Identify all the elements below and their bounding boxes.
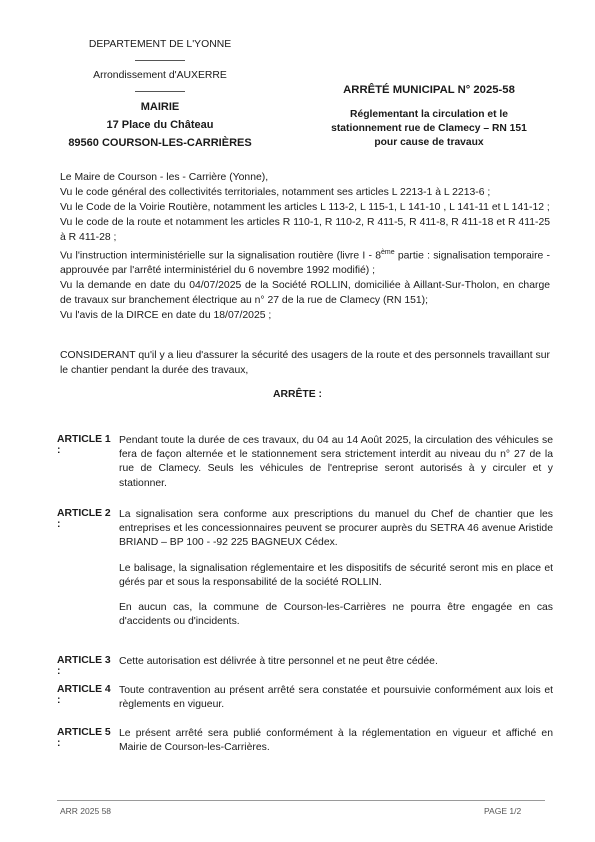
article-paragraph: La signalisation sera conforme aux prescriptions du manuel du Chef de chantier que les entreprises et les concessionnaires peuvent se procurer auprès du SETRA 46 avenue Aristide BRIAND – BP 100 - -92 225 BAGNEUX Cédex. [119,509,553,549]
considerant: CONSIDERANT qu'il y a lieu d'assurer la sécurité des usagers de la route et des personnels travaillant sur le chantier pendant la durée des travaux, [60,350,550,376]
mairie-label: MAIRIE [140,101,180,113]
divider [135,60,185,61]
decree-title-block [318,84,540,150]
footer-divider [57,800,545,801]
preamble-line [60,245,550,278]
preamble-text: Vu l'instruction interministérielle sur la signalisation routière (livre I - 8 [60,250,381,262]
issuer-block [60,38,260,150]
mairie-city: 89560 COURSON-LES-CARRIÈRES [68,137,252,149]
article-label: ARTICLE 2 : [57,508,111,530]
article-5 [57,727,553,766]
article-body [119,727,553,755]
preamble [60,170,550,323]
preamble-line: Vu le Code de la Voirie Routière, notamment les articles L 113-2, L 115-1, L 141-10 , L 141-11 et L 141-12 ; [60,202,550,213]
preamble-line: Le Maire de Courson - les - Carrière (Yonne), [60,172,269,183]
article-paragraph: En aucun cas, la commune de Courson-les-Carrières ne pourra être engagée en cas d'accidents ou d'incidents. [119,602,553,628]
article-label: ARTICLE 4 : [57,684,111,706]
arrondissement-name: Arrondissement d'AUXERRE [93,70,227,81]
preamble-text: partie : signalisation temporaire - approuvée par l'arrêté interministériel du 6 novembre 1992 modifié) ; [60,250,551,277]
preamble-line: Vu le code de la route et notamment les articles R 110-1, R 110-2, R 411-5, R 411-8, R 411-18 et R 411-25 à R 411-28 ; [60,217,550,243]
article-paragraph: Pendant toute la durée de ces travaux, du 04 au 14 Août 2025, la circulation des véhicules se fera de façon alternée et le stationnement sera strictement interdit au niveau du n° 27 de la rue de Clamecy. Seuls les véhicules de l'entreprise seront autorisés à y circuler et y stationner. [119,435,553,489]
preamble-line: Vu l'avis de la DIRCE en date du 18/07/2025 ; [60,310,272,322]
page-number: PAGE 1/2 [484,806,522,816]
article-paragraph: Le balisage, la signalisation réglementaire et les dispositifs de sécurité seront mis en place et gérés par et sous la responsabilité de la société ROLLIN. [119,562,553,588]
article-label: ARTICLE 5 : [57,727,111,749]
decree-subtitle-line: Réglementant la circulation et le [350,109,508,120]
decree-title: ARRÊTÉ MUNICIPAL N° 2025-58 [343,84,515,96]
article-label: ARTICLE 1 : [57,434,111,456]
article-body [119,508,553,629]
decree-subtitle-line: pour cause de travaux [374,137,484,148]
article-paragraph: Toute contravention au présent arrêté sera constatée et poursuivie conformément aux lois et règlements en vigueur. [119,685,553,711]
divider [135,91,185,92]
document-reference: ARR 2025 58 [60,806,112,816]
article-body [119,684,553,712]
article-body [119,655,553,669]
article-1 [57,434,553,502]
preamble-line: Vu la demande en date du 04/07/2025 de la Société ROLLIN, domiciliée à Aillant-Sur-Tholon, en charge de travaux sur branchement électrique au n° 27 de la rue de Clamecy (RN 151); [60,280,550,307]
article-body [119,434,553,491]
article-2 [57,508,553,640]
decree-subtitle-line: stationnement rue de Clamecy – RN 151 [331,123,527,134]
department-name: DEPARTEMENT DE L'YONNE [88,39,232,50]
article-3 [57,655,553,680]
article-paragraph: Cette autorisation est délivrée à titre personnel et ne peut être cédée. [119,656,438,667]
article-paragraph: Le présent arrêté sera publié conformément à la réglementation en vigueur et affiché en Mairie de Courson-les-Carrières. [119,728,553,754]
preamble-line: Vu le code général des collectivités territoriales, notamment ses articles L 2213-1 à L 2213-6 ; [60,187,491,198]
article-4 [57,684,553,723]
superscript: ème [381,249,395,256]
arrete-heading: ARRÊTE : [272,389,323,400]
article-label: ARTICLE 3 : [57,655,111,677]
mairie-address: 17 Place du Château [106,119,214,131]
